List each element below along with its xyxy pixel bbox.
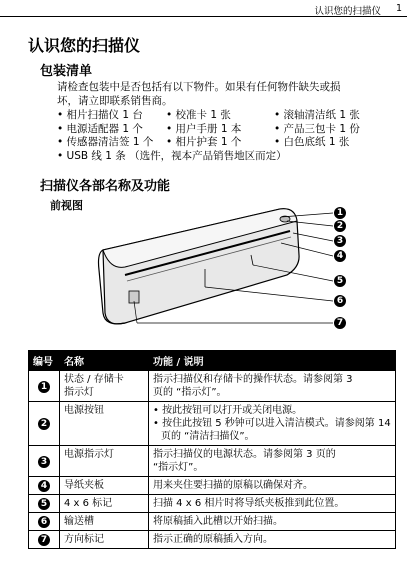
col-header-function: 功能 / 说明 xyxy=(149,351,396,371)
row-name: 方向标记 xyxy=(60,531,149,549)
page-header xyxy=(0,0,407,20)
col-header-number: 编号 xyxy=(29,351,60,371)
callout-6: 6 xyxy=(334,295,346,307)
package-item: • 电源适配器 1 个 xyxy=(57,122,143,135)
callout-5: 5 xyxy=(334,275,346,287)
package-item: • 校准卡 1 张 xyxy=(166,109,231,121)
package-heading: 包装清单 xyxy=(40,64,93,79)
table-row xyxy=(29,495,396,513)
row-name: 导纸夹板 xyxy=(60,477,149,495)
row-name: 电源按钮 xyxy=(60,402,149,446)
desc-bullet: • 按住此按钮 5 秒钟可以进入清洁模式。请参阅第 14 页的 “清洁扫描仪”。 xyxy=(153,418,391,442)
row-name: 电源指示灯 xyxy=(60,446,149,477)
package-items-row xyxy=(57,123,397,137)
row-number xyxy=(29,477,60,495)
row-number xyxy=(29,402,60,446)
page-number: 1 xyxy=(395,3,402,14)
row-description xyxy=(149,402,396,446)
row-description: 扫描 4 x 6 相片时将导纸夹板推到此位置。 xyxy=(149,495,396,513)
row-number xyxy=(29,531,60,549)
package-item: • 相片扫描仪 1 台 xyxy=(57,109,143,121)
package-items xyxy=(57,109,397,163)
desc-line: 页的 “指示灯”。 xyxy=(153,387,227,398)
number-badge: 1 xyxy=(38,381,50,393)
row-name xyxy=(60,371,149,402)
row-description xyxy=(149,446,396,477)
row-description: 将原稿插入此槽以开始扫描。 xyxy=(149,513,396,531)
number-badge: 7 xyxy=(38,534,50,546)
parts-heading: 扫描仪各部名称及功能 xyxy=(40,179,171,194)
package-item-usb: • USB 线 1 条 （选件，视本产品销售地区而定） xyxy=(57,149,287,162)
callout-3: 3 xyxy=(334,235,346,247)
row-number xyxy=(29,495,60,513)
front-view-label: 前视图 xyxy=(50,199,83,212)
row-number xyxy=(29,513,60,531)
package-item: • 白色底纸 1 张 xyxy=(274,136,350,148)
scanner-front-view-illustration xyxy=(55,195,355,345)
callout-4: 4 xyxy=(334,250,346,262)
row-description xyxy=(149,371,396,402)
package-items-row xyxy=(57,150,397,164)
row-number xyxy=(29,446,60,477)
table-row xyxy=(29,477,396,495)
name-line: 状态 / 存储卡 xyxy=(64,374,124,385)
table-header-row xyxy=(29,351,396,371)
row-number xyxy=(29,371,60,402)
desc-line: 指示扫描仪的电源状态。请参阅第 3 页的 xyxy=(153,449,336,460)
table-row xyxy=(29,371,396,402)
package-item: • 传感器清洁签 1 个 xyxy=(57,136,154,148)
callout-7: 7 xyxy=(334,317,346,329)
parts-table xyxy=(28,350,396,549)
package-item: • 相片护套 1 个 xyxy=(166,136,242,148)
desc-line: “指示灯”。 xyxy=(153,462,204,473)
package-item: • 产品三包卡 1 份 xyxy=(274,122,360,135)
callout-2: 2 xyxy=(334,220,346,232)
row-description: 指示正确的原稿插入方向。 xyxy=(149,531,396,549)
name-line: 指示灯 xyxy=(64,387,94,398)
table-row xyxy=(29,513,396,531)
row-name: 4 x 6 标记 xyxy=(60,495,149,513)
col-header-name: 名称 xyxy=(60,351,149,371)
header-rule xyxy=(0,16,407,17)
number-badge: 4 xyxy=(38,480,50,492)
package-item: • 滚轴清洁纸 1 张 xyxy=(274,109,360,121)
package-intro-line-1: 请检查包装中是否包括有以下物件。如果有任何物件缺失或损 xyxy=(57,81,341,93)
package-item: • 用户手册 1 本 xyxy=(166,122,242,135)
table-row xyxy=(29,446,396,477)
callout-1: 1 xyxy=(334,207,346,219)
page-title: 认识您的扫描仪 xyxy=(28,36,141,55)
scanner-drawing xyxy=(55,195,355,345)
desc-line: 指示扫描仪和存储卡的操作状态。请参阅第 3 xyxy=(153,374,353,385)
row-description: 用来夹住要扫描的原稿以确保对齐。 xyxy=(149,477,396,495)
desc-bullet: • 按此按钮可以打开或关闭电源。 xyxy=(153,405,303,416)
package-items-row xyxy=(57,136,397,150)
number-badge: 3 xyxy=(38,456,50,468)
number-badge: 2 xyxy=(38,418,50,430)
number-badge: 5 xyxy=(38,498,50,510)
table-row xyxy=(29,402,396,446)
row-name: 输送槽 xyxy=(60,513,149,531)
package-intro-line-2: 坏，请立即联系销售商。 xyxy=(57,95,173,107)
number-badge: 6 xyxy=(38,516,50,528)
package-items-row xyxy=(57,109,397,123)
table-row xyxy=(29,531,396,549)
header-title: 认识您的扫描仪 xyxy=(314,6,381,17)
